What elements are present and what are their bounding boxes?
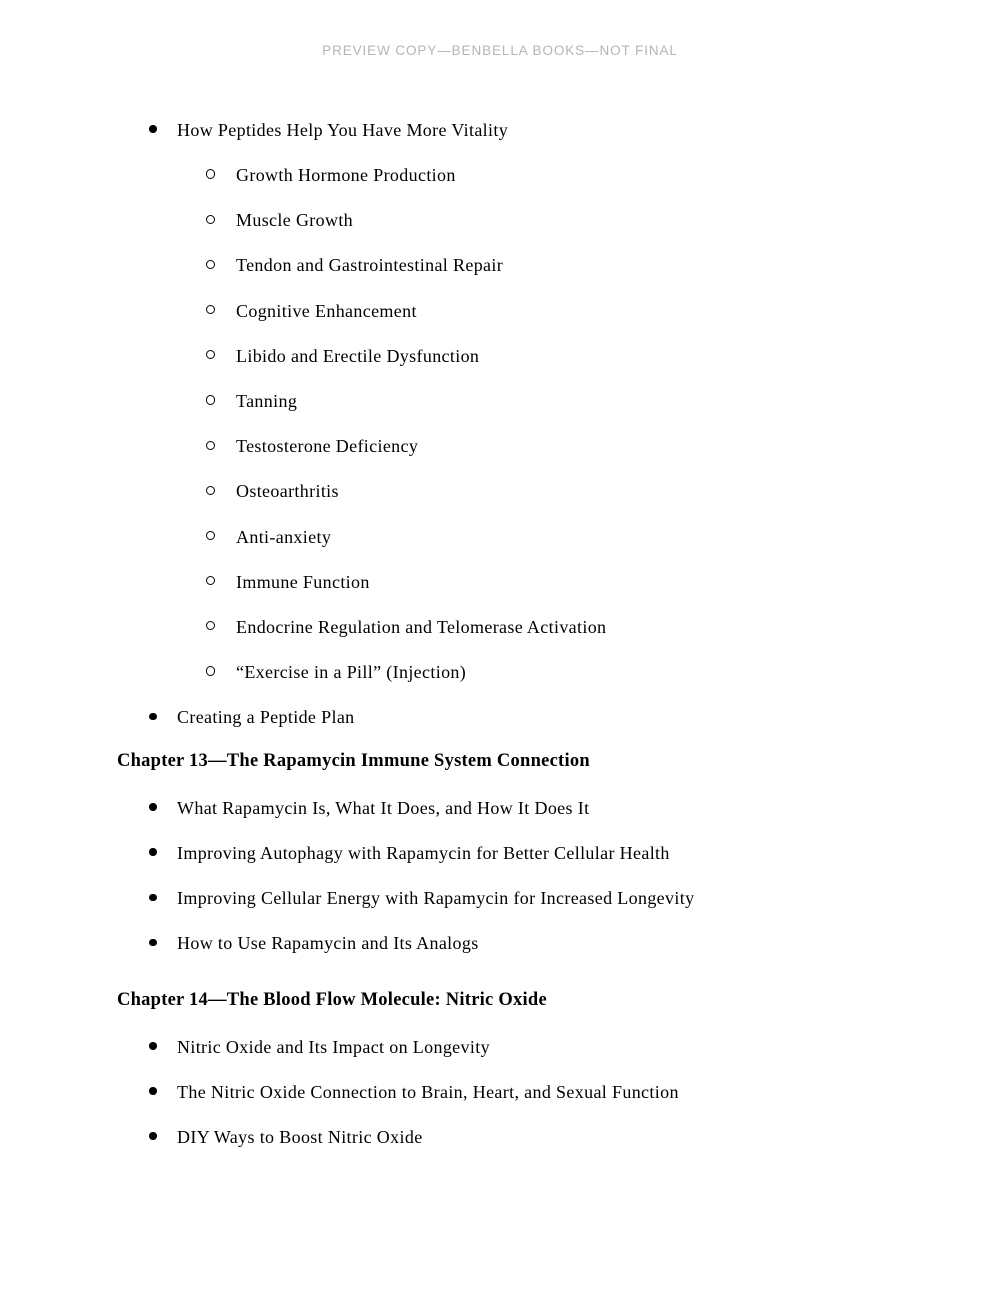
filled-bullet-icon — [149, 894, 157, 902]
open-circle-bullet-icon — [206, 305, 215, 314]
toc-item — [0, 830, 1000, 875]
filled-bullet-icon — [149, 1042, 157, 1050]
toc-item-label: Improving Autophagy with Rapamycin for Better Cellular Health — [177, 842, 670, 863]
filled-bullet-icon — [149, 125, 157, 133]
toc-subitem — [0, 558, 1000, 603]
toc-subitem — [0, 242, 1000, 287]
open-circle-bullet-icon — [206, 531, 215, 540]
toc-subitem-label: “Exercise in a Pill” (Injection) — [236, 662, 467, 683]
toc-subitem-label: Immune Function — [236, 571, 370, 592]
filled-bullet-icon — [149, 939, 157, 947]
toc-subitem — [0, 604, 1000, 649]
toc-item — [0, 784, 1000, 829]
toc-subitem-label: Osteoarthritis — [236, 481, 339, 502]
toc-subitem-label: Libido and Erectile Dysfunction — [236, 345, 480, 366]
chapter-heading-label: Chapter 13—The Rapamycin Immune System Connection — [117, 751, 590, 772]
preview-watermark: PREVIEW COPY—BENBELLA BOOKS—NOT FINAL — [322, 43, 678, 58]
toc-item — [0, 1023, 1000, 1068]
toc-item-peptide-plan — [0, 694, 1000, 739]
toc-item-label: How to Use Rapamycin and Its Analogs — [177, 933, 479, 954]
toc-item — [0, 1114, 1000, 1159]
open-circle-bullet-icon — [206, 666, 215, 675]
toc-item — [0, 875, 1000, 920]
toc-item-label: How Peptides Help You Have More Vitality — [177, 119, 509, 140]
filled-bullet-icon — [149, 1132, 157, 1140]
filled-bullet-icon — [149, 1087, 157, 1095]
toc-subitem-label: Anti-anxiety — [236, 526, 332, 547]
toc-item-label: Creating a Peptide Plan — [177, 707, 355, 728]
toc-item-label: The Nitric Oxide Connection to Brain, Heart, and Sexual Function — [177, 1081, 679, 1102]
toc-subitem-label: Tanning — [236, 391, 298, 411]
open-circle-bullet-icon — [206, 395, 215, 404]
toc-subitem-label: Muscle Growth — [236, 210, 354, 231]
filled-bullet-icon — [149, 848, 157, 856]
toc-subitem — [0, 152, 1000, 197]
table-of-contents — [0, 107, 1000, 1159]
toc-item-label: Improving Cellular Energy with Rapamycin for Increased Longevity — [177, 888, 695, 909]
chapter-13-heading — [0, 739, 1000, 784]
toc-subitem-label: Growth Hormone Production — [236, 165, 456, 186]
toc-subitem — [0, 287, 1000, 332]
toc-subitem — [0, 378, 1000, 423]
open-circle-bullet-icon — [206, 486, 215, 495]
open-circle-bullet-icon — [206, 215, 215, 224]
toc-subitem-label: Tendon and Gastrointestinal Repair — [236, 255, 504, 276]
toc-item-label: DIY Ways to Boost Nitric Oxide — [177, 1127, 423, 1147]
open-circle-bullet-icon — [206, 169, 215, 178]
toc-subitem — [0, 468, 1000, 513]
toc-subitem — [0, 423, 1000, 468]
toc-subitem — [0, 513, 1000, 558]
open-circle-bullet-icon — [206, 621, 215, 630]
toc-subitem — [0, 332, 1000, 377]
toc-item-label: What Rapamycin Is, What It Does, and How It Does It — [177, 797, 590, 818]
chapter-14-heading — [0, 978, 1000, 1023]
open-circle-bullet-icon — [206, 260, 215, 269]
toc-item-label: Nitric Oxide and Its Impact on Longevity — [177, 1036, 490, 1057]
toc-subitem-label: Cognitive Enhancement — [236, 300, 417, 321]
toc-subitem — [0, 197, 1000, 242]
open-circle-bullet-icon — [206, 576, 215, 585]
open-circle-bullet-icon — [206, 441, 215, 450]
toc-item — [0, 1068, 1000, 1113]
chapter-heading-label: Chapter 14—The Blood Flow Molecule: Nitric Oxide — [117, 990, 547, 1011]
filled-bullet-icon — [149, 803, 157, 811]
toc-item-peptides-vitality — [0, 107, 1000, 152]
open-circle-bullet-icon — [206, 350, 215, 359]
toc-subitem-label: Endocrine Regulation and Telomerase Activation — [236, 616, 607, 637]
toc-item — [0, 920, 1000, 965]
toc-subitem-label: Testosterone Deficiency — [236, 436, 419, 457]
filled-bullet-icon — [149, 713, 157, 721]
toc-subitem — [0, 649, 1000, 694]
